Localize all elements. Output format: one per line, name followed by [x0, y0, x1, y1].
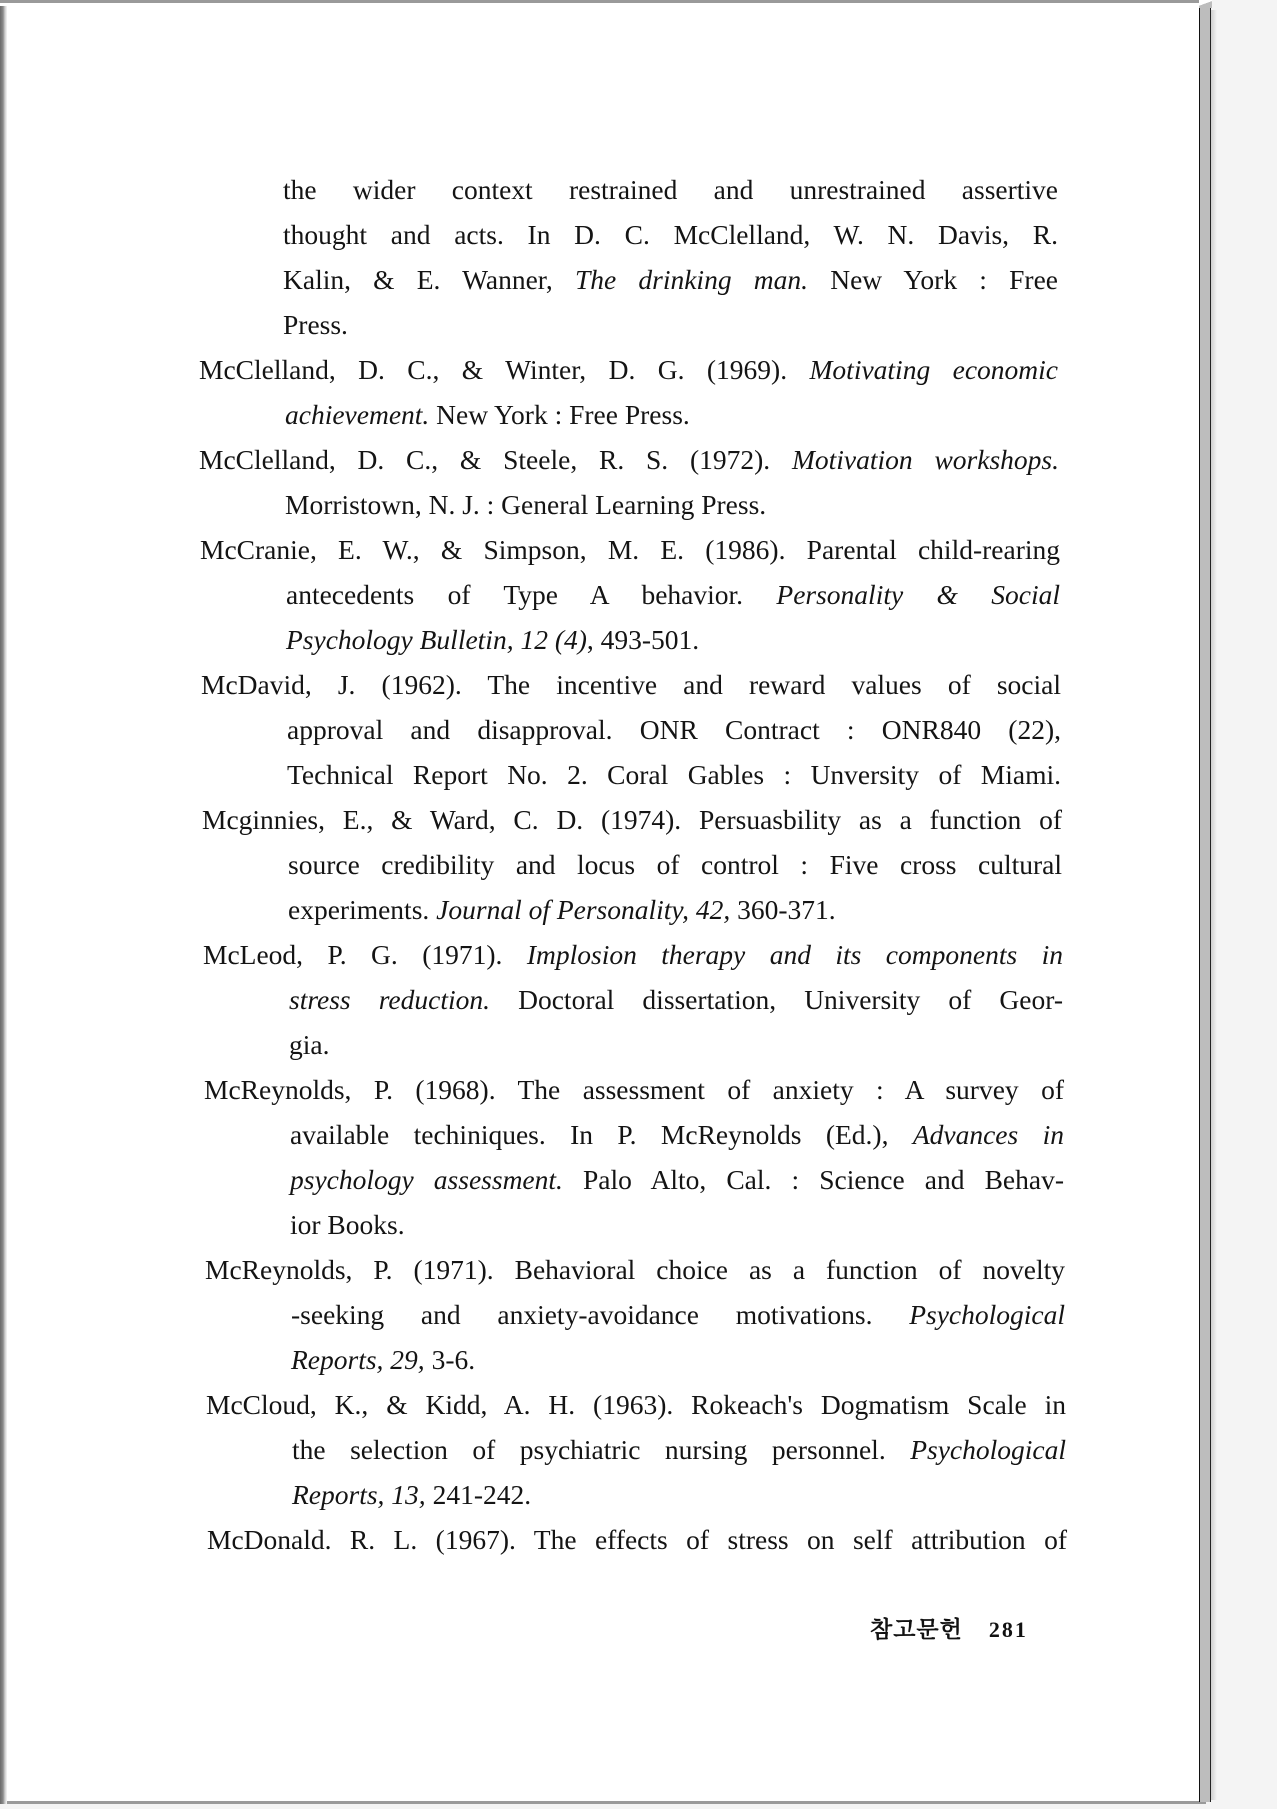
reference-line: source credibility and locus of control : Five cross cultural	[288, 849, 1062, 880]
reference-line: the selection of psychiatric nursing personnel. Psychological	[292, 1434, 1066, 1465]
reference-line: McReynolds, P. (1971). Behavioral choice as a function of novelty	[205, 1254, 1065, 1285]
reference-line: achievement. New York : Free Press.	[285, 399, 690, 430]
page-number: 281	[988, 1617, 1028, 1642]
reference-line: Psychology Bulletin, 12 (4), 493-501.	[286, 624, 700, 655]
reference-title: Reports, 29,	[291, 1344, 425, 1375]
reference-title: The drinking man.	[574, 264, 809, 295]
reference-title: Motivating economic	[809, 354, 1058, 385]
reference-line: McDonald. R. L. (1967). The effects of stress on self attribution of	[207, 1524, 1067, 1555]
reference-line: gia.	[289, 1029, 330, 1060]
page-stack-edge	[1199, 2, 1211, 1802]
reference-line: McCranie, E. W., & Simpson, M. E. (1986). Parental child-rearing	[200, 534, 1060, 565]
running-footer-title: 참고문헌	[870, 1617, 963, 1643]
reference-line: stress reduction. Doctoral dissertation, University of Geor-	[289, 984, 1063, 1015]
reference-title: Journal of Personality, 42,	[436, 894, 731, 925]
reference-title: Personality & Social	[776, 579, 1060, 610]
reference-line: experiments. Journal of Personality, 42, 360-371.	[288, 894, 836, 925]
reference-line: McCloud, K., & Kidd, A. H. (1963). Rokeach's Dogmatism Scale in	[206, 1389, 1066, 1420]
reference-line: McDavid, J. (1962). The incentive and reward values of social	[201, 669, 1061, 700]
reference-title: Psychology Bulletin, 12 (4)	[286, 624, 587, 655]
reference-title: Motivation workshops.	[791, 444, 1059, 475]
reference-line: Reports, 13, 241-242.	[292, 1479, 532, 1510]
reference-line: McClelland, D. C., & Steele, R. S. (1972). Motivation workshops.	[199, 444, 1059, 475]
reference-line: antecedents of Type A behavior. Personality & Social	[286, 579, 1060, 610]
reference-line: Kalin, & E. Wanner, The drinking man. New York : Free	[283, 264, 1058, 295]
reference-title: psychology assessment.	[290, 1164, 563, 1195]
reference-title: Advances in	[912, 1119, 1064, 1150]
reference-title: achievement.	[285, 399, 430, 430]
reference-line: Mcginnies, E., & Ward, C. D. (1974). Persuasbility as a function of	[202, 804, 1062, 835]
reference-line: available techiniques. In P. McReynolds (Ed.), Advances in	[290, 1119, 1064, 1150]
reference-list	[0, 3, 1206, 1809]
reference-line: thought and acts. In D. C. McClelland, W. N. Davis, R.	[283, 219, 1058, 250]
reference-line: McLeod, P. G. (1971). Implosion therapy and its components in	[203, 939, 1063, 970]
reference-line: approval and disapproval. ONR Contract : ONR840 (22),	[287, 714, 1061, 745]
reference-line: Press.	[283, 309, 348, 340]
reference-title: stress reduction.	[289, 984, 490, 1015]
reference-title: Psychological	[909, 1299, 1065, 1330]
page-shadow	[1211, 10, 1217, 1800]
reference-line: psychology assessment. Palo Alto, Cal. : Science and Behav-	[290, 1164, 1065, 1195]
reference-line: ior Books.	[290, 1209, 405, 1240]
page-footer	[870, 1611, 1028, 1644]
reference-line: Technical Report No. 2. Coral Gables : Unversity of Miami.	[287, 759, 1061, 790]
reference-title: Implosion therapy and its components in	[526, 939, 1063, 970]
reference-title: Reports, 13,	[292, 1479, 426, 1510]
reference-line: McReynolds, P. (1968). The assessment of anxiety : A survey of	[204, 1074, 1064, 1105]
reference-title: Psychological	[910, 1434, 1066, 1465]
reference-line: Reports, 29, 3-6.	[291, 1344, 476, 1375]
reference-line: Morristown, N. J. : General Learning Press.	[285, 489, 767, 520]
reference-line: McClelland, D. C., & Winter, D. G. (1969). Motivating economic	[199, 354, 1058, 385]
reference-line: the wider context restrained and unrestrained assertive	[283, 174, 1058, 205]
reference-line: -seeking and anxiety-avoidance motivations. Psychological	[291, 1299, 1065, 1330]
